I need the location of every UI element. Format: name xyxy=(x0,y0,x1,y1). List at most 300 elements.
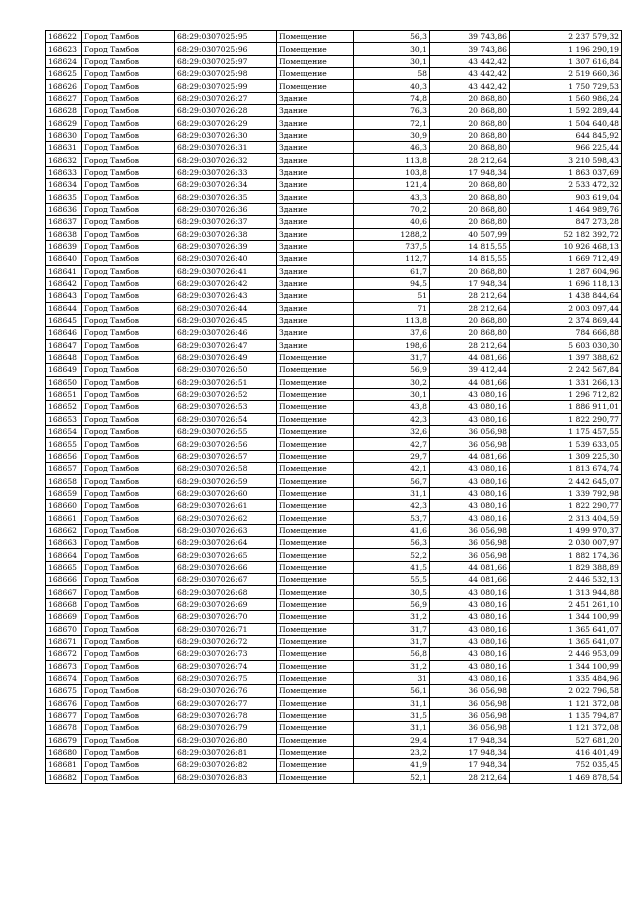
object-type-cell: Помещение xyxy=(277,450,354,462)
table-row xyxy=(46,463,622,475)
cadastral-number-cell: 68:29:0307026:39 xyxy=(175,240,277,252)
area-cell: 46,3 xyxy=(354,142,430,154)
unit-price-cell: 20 868,80 xyxy=(430,265,510,277)
city-cell: Город Тамбов xyxy=(82,327,175,339)
area-cell: 56,3 xyxy=(354,537,430,549)
cadastral-number-cell: 68:29:0307026:72 xyxy=(175,635,277,647)
row-id-cell: 168651 xyxy=(46,388,82,400)
unit-price-cell: 43 080,16 xyxy=(430,635,510,647)
row-id-cell: 168659 xyxy=(46,487,82,499)
object-type-cell: Помещение xyxy=(277,697,354,709)
area-cell: 31,5 xyxy=(354,709,430,721)
city-cell: Город Тамбов xyxy=(82,623,175,635)
unit-price-cell: 36 056,98 xyxy=(430,709,510,721)
table-row xyxy=(46,611,622,623)
object-type-cell: Здание xyxy=(277,265,354,277)
row-id-cell: 168664 xyxy=(46,549,82,561)
row-id-cell: 168638 xyxy=(46,228,82,240)
table-row xyxy=(46,549,622,561)
unit-price-cell: 43 080,16 xyxy=(430,598,510,610)
table-row xyxy=(46,438,622,450)
cadastral-value-cell: 2 374 869,44 xyxy=(510,314,622,326)
table-row xyxy=(46,364,622,376)
cadastral-number-cell: 68:29:0307026:42 xyxy=(175,277,277,289)
object-type-cell: Здание xyxy=(277,302,354,314)
object-type-cell: Помещение xyxy=(277,722,354,734)
city-cell: Город Тамбов xyxy=(82,277,175,289)
row-id-cell: 168639 xyxy=(46,240,82,252)
row-id-cell: 168665 xyxy=(46,561,82,573)
cadastral-number-cell: 68:29:0307026:31 xyxy=(175,142,277,154)
unit-price-cell: 44 081,66 xyxy=(430,450,510,462)
city-cell: Город Тамбов xyxy=(82,364,175,376)
unit-price-cell: 36 056,98 xyxy=(430,685,510,697)
row-id-cell: 168658 xyxy=(46,475,82,487)
cadastral-value-cell: 3 210 598,43 xyxy=(510,154,622,166)
area-cell: 31,2 xyxy=(354,611,430,623)
row-id-cell: 168676 xyxy=(46,697,82,709)
cadastral-number-cell: 68:29:0307026:37 xyxy=(175,216,277,228)
unit-price-cell: 20 868,80 xyxy=(430,129,510,141)
city-cell: Город Тамбов xyxy=(82,734,175,746)
row-id-cell: 168678 xyxy=(46,722,82,734)
cadastral-value-cell: 2 003 097,44 xyxy=(510,302,622,314)
row-id-cell: 168655 xyxy=(46,438,82,450)
cadastral-value-cell: 1 863 037,69 xyxy=(510,166,622,178)
city-cell: Город Тамбов xyxy=(82,253,175,265)
unit-price-cell: 36 056,98 xyxy=(430,438,510,450)
object-type-cell: Здание xyxy=(277,240,354,252)
unit-price-cell: 43 080,16 xyxy=(430,672,510,684)
unit-price-cell: 17 948,34 xyxy=(430,746,510,758)
unit-price-cell: 17 948,34 xyxy=(430,759,510,771)
cadastral-value-cell: 1 121 372,08 xyxy=(510,697,622,709)
row-id-cell: 168647 xyxy=(46,339,82,351)
cadastral-number-cell: 68:29:0307026:63 xyxy=(175,524,277,536)
cadastral-value-cell: 1 365 641,07 xyxy=(510,623,622,635)
unit-price-cell: 43 080,16 xyxy=(430,401,510,413)
row-id-cell: 168663 xyxy=(46,537,82,549)
cadastral-number-cell: 68:29:0307026:36 xyxy=(175,203,277,215)
city-cell: Город Тамбов xyxy=(82,586,175,598)
unit-price-cell: 43 080,16 xyxy=(430,487,510,499)
row-id-cell: 168681 xyxy=(46,759,82,771)
area-cell: 56,7 xyxy=(354,475,430,487)
unit-price-cell: 20 868,80 xyxy=(430,216,510,228)
area-cell: 31,7 xyxy=(354,351,430,363)
object-type-cell: Здание xyxy=(277,92,354,104)
unit-price-cell: 43 080,16 xyxy=(430,388,510,400)
row-id-cell: 168625 xyxy=(46,68,82,80)
table-row xyxy=(46,388,622,400)
unit-price-cell: 44 081,66 xyxy=(430,574,510,586)
cadastral-value-cell: 1 539 633,05 xyxy=(510,438,622,450)
object-type-cell: Помещение xyxy=(277,672,354,684)
cadastral-value-cell: 1 882 174,36 xyxy=(510,549,622,561)
unit-price-cell: 43 080,16 xyxy=(430,623,510,635)
object-type-cell: Помещение xyxy=(277,68,354,80)
cadastral-number-cell: 68:29:0307026:75 xyxy=(175,672,277,684)
cadastral-number-cell: 68:29:0307025:97 xyxy=(175,55,277,67)
table-row xyxy=(46,92,622,104)
city-cell: Город Тамбов xyxy=(82,561,175,573)
cadastral-value-cell: 1 499 970,37 xyxy=(510,524,622,536)
object-type-cell: Помещение xyxy=(277,734,354,746)
row-id-cell: 168680 xyxy=(46,746,82,758)
area-cell: 74,8 xyxy=(354,92,430,104)
table-row xyxy=(46,722,622,734)
table-row xyxy=(46,314,622,326)
area-cell: 76,3 xyxy=(354,105,430,117)
city-cell: Город Тамбов xyxy=(82,709,175,721)
unit-price-cell: 43 080,16 xyxy=(430,586,510,598)
area-cell: 31,7 xyxy=(354,635,430,647)
row-id-cell: 168654 xyxy=(46,426,82,438)
table-row xyxy=(46,203,622,215)
cadastral-value-cell: 1 822 290,77 xyxy=(510,500,622,512)
area-cell: 31,1 xyxy=(354,697,430,709)
cadastral-number-cell: 68:29:0307026:35 xyxy=(175,191,277,203)
row-id-cell: 168662 xyxy=(46,524,82,536)
cadastral-number-cell: 68:29:0307026:74 xyxy=(175,660,277,672)
table-row xyxy=(46,228,622,240)
cadastral-number-cell: 68:29:0307026:30 xyxy=(175,129,277,141)
table-row xyxy=(46,277,622,289)
unit-price-cell: 43 080,16 xyxy=(430,500,510,512)
table-row xyxy=(46,685,622,697)
row-id-cell: 168629 xyxy=(46,117,82,129)
cadastral-number-cell: 68:29:0307026:66 xyxy=(175,561,277,573)
row-id-cell: 168627 xyxy=(46,92,82,104)
document-page xyxy=(45,30,621,784)
cadastral-value-cell: 1 397 388,62 xyxy=(510,351,622,363)
object-type-cell: Здание xyxy=(277,105,354,117)
table-row xyxy=(46,105,622,117)
cadastral-value-cell: 1 696 118,13 xyxy=(510,277,622,289)
cadastral-value-cell: 1 287 604,96 xyxy=(510,265,622,277)
unit-price-cell: 20 868,80 xyxy=(430,142,510,154)
cadastral-value-cell: 752 035,45 xyxy=(510,759,622,771)
cadastral-value-cell: 1 335 484,96 xyxy=(510,672,622,684)
cadastral-number-cell: 68:29:0307025:96 xyxy=(175,43,277,55)
object-type-cell: Помещение xyxy=(277,438,354,450)
row-id-cell: 168635 xyxy=(46,191,82,203)
object-type-cell: Здание xyxy=(277,339,354,351)
area-cell: 42,3 xyxy=(354,413,430,425)
object-type-cell: Помещение xyxy=(277,80,354,92)
table-row xyxy=(46,500,622,512)
city-cell: Город Тамбов xyxy=(82,438,175,450)
area-cell: 52,2 xyxy=(354,549,430,561)
area-cell: 56,9 xyxy=(354,364,430,376)
city-cell: Город Тамбов xyxy=(82,759,175,771)
city-cell: Город Тамбов xyxy=(82,80,175,92)
unit-price-cell: 43 442,42 xyxy=(430,80,510,92)
area-cell: 31 xyxy=(354,672,430,684)
table-row xyxy=(46,561,622,573)
area-cell: 56,9 xyxy=(354,598,430,610)
area-cell: 55,5 xyxy=(354,574,430,586)
table-row xyxy=(46,142,622,154)
row-id-cell: 168670 xyxy=(46,623,82,635)
object-type-cell: Помещение xyxy=(277,549,354,561)
city-cell: Город Тамбов xyxy=(82,635,175,647)
row-id-cell: 168623 xyxy=(46,43,82,55)
row-id-cell: 168622 xyxy=(46,31,82,43)
city-cell: Город Тамбов xyxy=(82,203,175,215)
cadastral-value-cell: 847 273,28 xyxy=(510,216,622,228)
city-cell: Город Тамбов xyxy=(82,240,175,252)
cadastral-value-cell: 1 438 844,64 xyxy=(510,290,622,302)
row-id-cell: 168628 xyxy=(46,105,82,117)
row-id-cell: 168673 xyxy=(46,660,82,672)
cadastral-number-cell: 68:29:0307026:73 xyxy=(175,648,277,660)
row-id-cell: 168679 xyxy=(46,734,82,746)
unit-price-cell: 43 080,16 xyxy=(430,413,510,425)
city-cell: Город Тамбов xyxy=(82,216,175,228)
cadastral-value-cell: 1 296 712,82 xyxy=(510,388,622,400)
cadastral-value-cell: 2 242 567,84 xyxy=(510,364,622,376)
object-type-cell: Помещение xyxy=(277,611,354,623)
table-row xyxy=(46,648,622,660)
area-cell: 113,8 xyxy=(354,154,430,166)
table-row xyxy=(46,623,622,635)
city-cell: Город Тамбов xyxy=(82,105,175,117)
city-cell: Город Тамбов xyxy=(82,401,175,413)
area-cell: 737,5 xyxy=(354,240,430,252)
object-type-cell: Помещение xyxy=(277,623,354,635)
unit-price-cell: 39 743,86 xyxy=(430,43,510,55)
row-id-cell: 168630 xyxy=(46,129,82,141)
object-type-cell: Здание xyxy=(277,191,354,203)
table-row xyxy=(46,574,622,586)
unit-price-cell: 43 080,16 xyxy=(430,648,510,660)
row-id-cell: 168632 xyxy=(46,154,82,166)
cadastral-value-cell: 2 446 532,13 xyxy=(510,574,622,586)
area-cell: 61,7 xyxy=(354,265,430,277)
table-row xyxy=(46,426,622,438)
city-cell: Город Тамбов xyxy=(82,179,175,191)
area-cell: 43,8 xyxy=(354,401,430,413)
cadastral-value-cell: 1 135 794,87 xyxy=(510,709,622,721)
city-cell: Город Тамбов xyxy=(82,154,175,166)
row-id-cell: 168648 xyxy=(46,351,82,363)
unit-price-cell: 44 081,66 xyxy=(430,351,510,363)
row-id-cell: 168671 xyxy=(46,635,82,647)
row-id-cell: 168667 xyxy=(46,586,82,598)
cadastral-number-cell: 68:29:0307026:41 xyxy=(175,265,277,277)
cadastral-value-cell: 1 339 792,98 xyxy=(510,487,622,499)
city-cell: Город Тамбов xyxy=(82,512,175,524)
unit-price-cell: 39 743,86 xyxy=(430,31,510,43)
area-cell: 31,1 xyxy=(354,487,430,499)
cadastral-value-cell: 1 331 266,13 xyxy=(510,376,622,388)
city-cell: Город Тамбов xyxy=(82,191,175,203)
table-row xyxy=(46,635,622,647)
row-id-cell: 168641 xyxy=(46,265,82,277)
cadastral-number-cell: 68:29:0307026:71 xyxy=(175,623,277,635)
object-type-cell: Здание xyxy=(277,216,354,228)
cadastral-number-cell: 68:29:0307026:43 xyxy=(175,290,277,302)
city-cell: Город Тамбов xyxy=(82,92,175,104)
cadastral-value-cell: 1 504 640,48 xyxy=(510,117,622,129)
table-row xyxy=(46,746,622,758)
cadastral-number-cell: 68:29:0307026:33 xyxy=(175,166,277,178)
table-row xyxy=(46,240,622,252)
city-cell: Город Тамбов xyxy=(82,117,175,129)
cadastral-number-cell: 68:29:0307026:53 xyxy=(175,401,277,413)
object-type-cell: Помещение xyxy=(277,524,354,536)
table-row xyxy=(46,43,622,55)
area-cell: 37,6 xyxy=(354,327,430,339)
row-id-cell: 168677 xyxy=(46,709,82,721)
unit-price-cell: 17 948,34 xyxy=(430,734,510,746)
area-cell: 198,6 xyxy=(354,339,430,351)
city-cell: Город Тамбов xyxy=(82,302,175,314)
cadastral-number-cell: 68:29:0307026:29 xyxy=(175,117,277,129)
object-type-cell: Помещение xyxy=(277,500,354,512)
unit-price-cell: 20 868,80 xyxy=(430,105,510,117)
object-type-cell: Помещение xyxy=(277,475,354,487)
object-type-cell: Помещение xyxy=(277,43,354,55)
cadastral-value-cell: 1 813 674,74 xyxy=(510,463,622,475)
city-cell: Город Тамбов xyxy=(82,265,175,277)
unit-price-cell: 43 080,16 xyxy=(430,660,510,672)
cadastral-number-cell: 68:29:0307026:80 xyxy=(175,734,277,746)
row-id-cell: 168669 xyxy=(46,611,82,623)
object-type-cell: Здание xyxy=(277,228,354,240)
cadastral-number-cell: 68:29:0307026:40 xyxy=(175,253,277,265)
row-id-cell: 168650 xyxy=(46,376,82,388)
cadastral-value-cell: 1 669 712,49 xyxy=(510,253,622,265)
area-cell: 51 xyxy=(354,290,430,302)
cadastral-number-cell: 68:29:0307026:44 xyxy=(175,302,277,314)
unit-price-cell: 28 212,64 xyxy=(430,339,510,351)
row-id-cell: 168640 xyxy=(46,253,82,265)
unit-price-cell: 28 212,64 xyxy=(430,771,510,783)
cadastral-value-cell: 2 533 472,32 xyxy=(510,179,622,191)
unit-price-cell: 20 868,80 xyxy=(430,92,510,104)
cadastral-value-cell: 784 666,88 xyxy=(510,327,622,339)
cadastral-number-cell: 68:29:0307026:34 xyxy=(175,179,277,191)
cadastral-value-cell: 2 313 404,59 xyxy=(510,512,622,524)
cadastral-number-cell: 68:29:0307026:45 xyxy=(175,314,277,326)
cadastral-value-cell: 1 196 290,19 xyxy=(510,43,622,55)
object-type-cell: Здание xyxy=(277,154,354,166)
cadastral-number-cell: 68:29:0307026:55 xyxy=(175,426,277,438)
row-id-cell: 168653 xyxy=(46,413,82,425)
cadastral-number-cell: 68:29:0307026:76 xyxy=(175,685,277,697)
cadastral-value-cell: 527 681,20 xyxy=(510,734,622,746)
object-type-cell: Здание xyxy=(277,142,354,154)
cadastral-number-cell: 68:29:0307026:52 xyxy=(175,388,277,400)
area-cell: 30,1 xyxy=(354,55,430,67)
cadastral-number-cell: 68:29:0307026:60 xyxy=(175,487,277,499)
row-id-cell: 168644 xyxy=(46,302,82,314)
cadastral-value-cell: 2 030 007,97 xyxy=(510,537,622,549)
object-type-cell: Здание xyxy=(277,203,354,215)
city-cell: Город Тамбов xyxy=(82,290,175,302)
table-row xyxy=(46,512,622,524)
table-row xyxy=(46,154,622,166)
city-cell: Город Тамбов xyxy=(82,142,175,154)
city-cell: Город Тамбов xyxy=(82,648,175,660)
area-cell: 42,3 xyxy=(354,500,430,512)
cadastral-number-cell: 68:29:0307026:57 xyxy=(175,450,277,462)
area-cell: 29,7 xyxy=(354,450,430,462)
unit-price-cell: 36 056,98 xyxy=(430,549,510,561)
unit-price-cell: 43 080,16 xyxy=(430,611,510,623)
city-cell: Город Тамбов xyxy=(82,746,175,758)
cadastral-number-cell: 68:29:0307026:47 xyxy=(175,339,277,351)
unit-price-cell: 44 081,66 xyxy=(430,376,510,388)
table-row xyxy=(46,68,622,80)
cadastral-number-cell: 68:29:0307026:61 xyxy=(175,500,277,512)
row-id-cell: 168634 xyxy=(46,179,82,191)
object-type-cell: Помещение xyxy=(277,351,354,363)
row-id-cell: 168633 xyxy=(46,166,82,178)
table-row xyxy=(46,253,622,265)
object-type-cell: Помещение xyxy=(277,685,354,697)
cadastral-number-cell: 68:29:0307026:69 xyxy=(175,598,277,610)
cadastral-number-cell: 68:29:0307026:50 xyxy=(175,364,277,376)
object-type-cell: Помещение xyxy=(277,561,354,573)
cadastral-value-cell: 1 309 225,30 xyxy=(510,450,622,462)
city-cell: Город Тамбов xyxy=(82,549,175,561)
property-table xyxy=(45,30,622,784)
unit-price-cell: 36 056,98 xyxy=(430,537,510,549)
object-type-cell: Здание xyxy=(277,129,354,141)
cadastral-value-cell: 5 603 030,30 xyxy=(510,339,622,351)
area-cell: 42,1 xyxy=(354,463,430,475)
cadastral-value-cell: 1 121 372,08 xyxy=(510,722,622,734)
unit-price-cell: 43 442,42 xyxy=(430,55,510,67)
object-type-cell: Здание xyxy=(277,253,354,265)
cadastral-number-cell: 68:29:0307026:77 xyxy=(175,697,277,709)
unit-price-cell: 43 080,16 xyxy=(430,512,510,524)
city-cell: Город Тамбов xyxy=(82,500,175,512)
city-cell: Город Тамбов xyxy=(82,574,175,586)
table-row xyxy=(46,586,622,598)
object-type-cell: Помещение xyxy=(277,55,354,67)
object-type-cell: Помещение xyxy=(277,388,354,400)
city-cell: Город Тамбов xyxy=(82,524,175,536)
unit-price-cell: 36 056,98 xyxy=(430,426,510,438)
cadastral-number-cell: 68:29:0307026:62 xyxy=(175,512,277,524)
cadastral-value-cell: 10 926 468,13 xyxy=(510,240,622,252)
row-id-cell: 168682 xyxy=(46,771,82,783)
city-cell: Город Тамбов xyxy=(82,426,175,438)
area-cell: 41,5 xyxy=(354,561,430,573)
object-type-cell: Помещение xyxy=(277,746,354,758)
table-row xyxy=(46,598,622,610)
cadastral-value-cell: 1 344 100,99 xyxy=(510,611,622,623)
object-type-cell: Помещение xyxy=(277,487,354,499)
city-cell: Город Тамбов xyxy=(82,376,175,388)
city-cell: Город Тамбов xyxy=(82,463,175,475)
area-cell: 30,9 xyxy=(354,129,430,141)
area-cell: 56,3 xyxy=(354,31,430,43)
area-cell: 52,1 xyxy=(354,771,430,783)
cadastral-number-cell: 68:29:0307026:27 xyxy=(175,92,277,104)
object-type-cell: Помещение xyxy=(277,709,354,721)
area-cell: 40,3 xyxy=(354,80,430,92)
row-id-cell: 168645 xyxy=(46,314,82,326)
object-type-cell: Помещение xyxy=(277,660,354,672)
area-cell: 71 xyxy=(354,302,430,314)
area-cell: 70,2 xyxy=(354,203,430,215)
area-cell: 31,7 xyxy=(354,623,430,635)
